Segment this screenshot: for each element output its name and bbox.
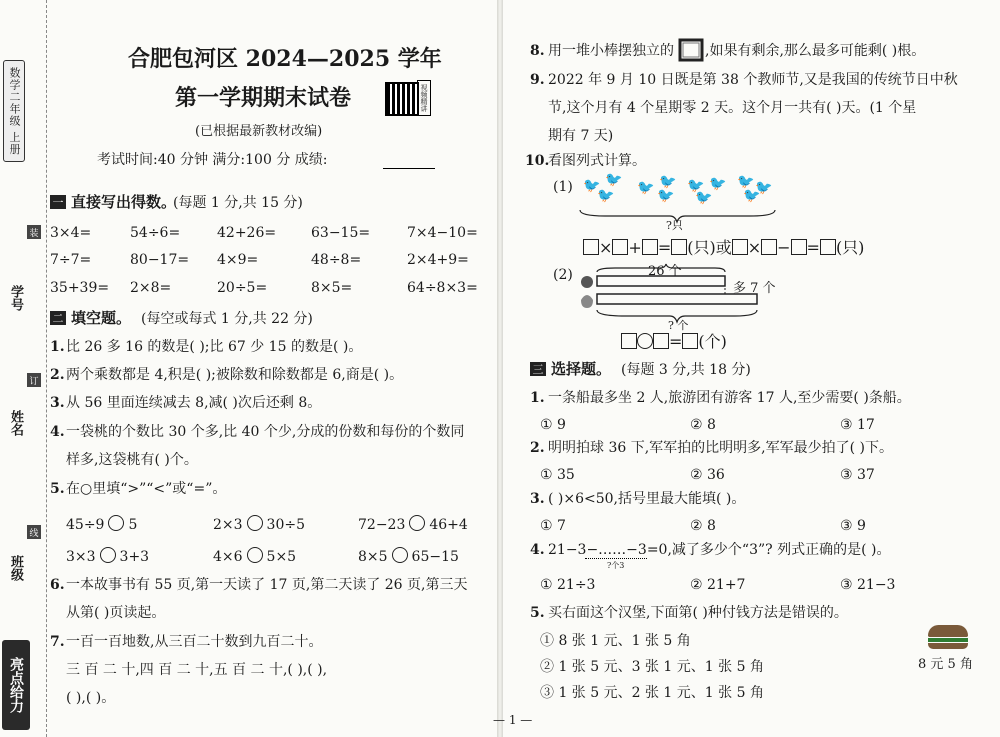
- q4-text-a: 一袋桃的个数比 30 个多,比 40 个少,分成的份数和每份的个数同: [66, 424, 465, 440]
- q5-number: 5.: [50, 481, 65, 497]
- compare-right: 3+3: [119, 549, 150, 565]
- left-page: [0, 0, 497, 737]
- problem-2-more-label: 多 7 个: [733, 281, 776, 296]
- calc-item: 7×4−10=: [407, 225, 478, 241]
- c1-option-1[interactable]: ① 9: [540, 417, 566, 433]
- q10-number: 10.: [525, 153, 550, 169]
- compare-left: 3×3: [66, 549, 96, 565]
- stick-square-icon: [677, 37, 705, 63]
- hamburger-icon: [928, 625, 968, 649]
- compare-item: [358, 547, 459, 564]
- c4-option-3[interactable]: ③ 21−3: [840, 577, 896, 593]
- compare-item: [66, 547, 149, 564]
- compare-left: 45÷9: [66, 517, 105, 533]
- svg-text:🐦: 🐦: [605, 172, 623, 188]
- brand-logo: 亮点给力: [2, 640, 30, 730]
- svg-text:🐦: 🐦: [755, 180, 773, 196]
- calc-item: 63−15=: [311, 225, 371, 241]
- q2-number: 2.: [50, 367, 65, 383]
- calc-item: 54÷6=: [130, 225, 181, 241]
- edition-note: (已根据最新教材改编): [195, 124, 323, 139]
- page-number: — 1 —: [493, 713, 533, 727]
- c5-option-2[interactable]: ② 1 张 5 元、3 张 1 元、1 张 5 角: [540, 659, 764, 675]
- calc-item: 48÷8=: [311, 252, 362, 268]
- section-3-detail: (每题 3 分,共 18 分): [621, 362, 751, 378]
- q8-text: 用一堆小棒摆独立的: [548, 43, 674, 59]
- c3-option-1[interactable]: ① 7: [540, 518, 566, 534]
- q2-text: 两个乘数都是 4,积是( );被除数和除数都是 6,商是( )。: [66, 367, 404, 383]
- svg-text:🐦: 🐦: [737, 174, 755, 190]
- q3-text: 从 56 里面连续减去 8,减( )次后还剩 8。: [66, 395, 322, 411]
- c5-option-3[interactable]: ③ 1 张 5 元、2 张 1 元、1 张 5 角: [540, 685, 764, 701]
- svg-text:🐦: 🐦: [687, 178, 705, 194]
- burger-price: 8 元 5 角: [918, 657, 973, 672]
- compare-right: 46+4: [429, 517, 468, 533]
- calc-item: 3×4=: [50, 225, 92, 241]
- compare-item: [213, 515, 305, 532]
- svg-text:🐦: 🐦: [657, 188, 675, 204]
- c5-number: 5.: [530, 605, 545, 621]
- compare-item: [66, 515, 137, 532]
- compare-right: 5×5: [266, 549, 297, 565]
- q7-number: 7.: [50, 634, 65, 650]
- problem-2-question: ? 个: [668, 319, 689, 332]
- section-2-icon: 二: [50, 311, 66, 325]
- q7-text-a: 一百一百地数,从三百二十数到九百二十。: [66, 634, 323, 650]
- section-2-detail: (每空或每式 1 分,共 22 分): [141, 311, 313, 327]
- q6-number: 6.: [50, 577, 65, 593]
- compare-right: 65−15: [411, 549, 459, 565]
- c4-note: ?个3: [607, 561, 625, 570]
- c3-number: 3.: [530, 491, 545, 507]
- compare-circle[interactable]: [409, 515, 425, 531]
- q4-text-b: 样多,这袋桃有( )个。: [66, 452, 198, 468]
- compare-circle[interactable]: [100, 547, 116, 563]
- cut-mark-1: 装: [27, 225, 41, 239]
- section-1-icon: 一: [50, 195, 66, 209]
- q4-number: 4.: [50, 424, 65, 440]
- q3-number: 3.: [50, 395, 65, 411]
- compare-right: 30÷5: [266, 517, 305, 533]
- c3-option-3[interactable]: ③ 9: [840, 518, 866, 534]
- score-blank: [383, 168, 435, 169]
- c5-option-1[interactable]: ① 8 张 1 元、1 张 5 角: [540, 633, 691, 649]
- compare-item: [358, 515, 468, 532]
- calc-item: 4×9=: [217, 252, 259, 268]
- binding-strip: [0, 0, 47, 737]
- compare-left: 72−23: [358, 517, 406, 533]
- problem-2-label: (2): [553, 267, 573, 283]
- q1-number: 1.: [50, 339, 65, 355]
- section-1-title: 直接写出得数。: [71, 193, 177, 211]
- qr-label: 视频精讲: [417, 80, 431, 116]
- compare-circle[interactable]: [392, 547, 408, 563]
- banji-label: 班级: [8, 555, 23, 581]
- c4-option-2[interactable]: ② 21+7: [690, 577, 746, 593]
- svg-text:🐦: 🐦: [743, 188, 761, 204]
- xingming-label: 姓名: [8, 410, 23, 436]
- q9-text-c: 期有 7 天): [548, 128, 614, 144]
- calc-item: 7÷7=: [50, 252, 92, 268]
- qr-code-icon[interactable]: [385, 82, 419, 116]
- c4-number: 4.: [530, 542, 545, 558]
- problem-2-formula: = (个): [621, 333, 727, 350]
- c4-text: 21−3−……−3=0,减了多少个“3”? 列式正确的是( )。: [548, 542, 891, 558]
- q9-number: 9.: [530, 72, 545, 88]
- q6-text-a: 一本故事书有 55 页,第一天读了 17 页,第二天读了 26 页,第三天: [66, 577, 468, 593]
- c4-brace: [585, 558, 647, 559]
- q9-text-a: 2022 年 9 月 10 日既是第 38 个教师节,又是我国的传统节日中秋: [548, 72, 958, 88]
- compare-left: 4×6: [213, 549, 243, 565]
- c1-option-3[interactable]: ③ 17: [840, 417, 875, 433]
- xuehao-label: 学号: [8, 285, 23, 311]
- c3-option-2[interactable]: ② 8: [690, 518, 716, 534]
- exam-title-2: 第一学期期末试卷: [175, 85, 352, 111]
- calc-item: 8×5=: [311, 280, 353, 296]
- svg-text:🐦: 🐦: [597, 188, 615, 204]
- svg-text:🐦: 🐦: [709, 176, 727, 192]
- cut-mark-3: 线: [27, 525, 41, 539]
- section-3-icon: 三: [530, 362, 546, 376]
- c2-option-1[interactable]: ① 35: [540, 467, 575, 483]
- c1-text: 一条船最多坐 2 人,旅游团有游客 17 人,至少需要( )条船。: [548, 390, 911, 406]
- cut-mark-2: 订: [27, 373, 41, 387]
- problem-1-question: ?只: [666, 219, 683, 232]
- q7-text-b: 三 百 二 十,四 百 二 十,五 百 二 十,( ),( ),: [66, 662, 328, 678]
- q6-text-b: 从第( )页读起。: [66, 605, 166, 621]
- grade-tag: 数学二年级 上册: [3, 60, 25, 162]
- section-2-title: 填空题。: [71, 309, 132, 327]
- compare-left: 8×5: [358, 549, 388, 565]
- calc-item: 35+39=: [50, 280, 110, 296]
- c2-option-2[interactable]: ② 36: [690, 467, 725, 483]
- calc-item: 80−17=: [130, 252, 190, 268]
- compare-left: 2×3: [213, 517, 243, 533]
- problem-1-formula: × + = (只)或 × − = (只): [583, 239, 864, 256]
- problem-1-label: (1): [553, 179, 573, 195]
- compare-circle[interactable]: [247, 547, 263, 563]
- compare-right: 5: [128, 517, 138, 533]
- c1-option-2[interactable]: ② 8: [690, 417, 716, 433]
- exam-info: 考试时间:40 分钟 满分:100 分 成绩:: [97, 152, 328, 168]
- section-3-title: 选择题。: [551, 360, 612, 378]
- calc-item: 20÷5=: [217, 280, 268, 296]
- compare-circle[interactable]: [247, 515, 263, 531]
- problem-2-top-label: 26 个: [648, 264, 682, 279]
- calc-item: 64÷8×3=: [407, 280, 478, 296]
- bar-model-figure: [575, 262, 805, 332]
- c2-text: 明明拍球 36 下,军军拍的比明明多,军军最少拍了( )下。: [548, 440, 893, 456]
- right-page: [493, 0, 1000, 737]
- q10-text: 看图列式计算。: [548, 153, 646, 169]
- c2-option-3[interactable]: ③ 37: [840, 467, 875, 483]
- c4-option-1[interactable]: ① 21÷3: [540, 577, 596, 593]
- compare-circle[interactable]: [108, 515, 124, 531]
- section-1-detail: (每题 1 分,共 15 分): [173, 195, 303, 211]
- svg-text:🐦: 🐦: [659, 174, 677, 190]
- calc-item: 2×4+9=: [407, 252, 469, 268]
- c1-number: 1.: [530, 390, 545, 406]
- q5-text: 在○里填“>”“<”或“=”。: [66, 481, 227, 497]
- calc-item: 2×8=: [130, 280, 172, 296]
- c2-number: 2.: [530, 440, 545, 456]
- q7-text-c: ( ),( )。: [66, 690, 116, 706]
- q9-text-b: 节,这个月有 4 个星期零 2 天。这个月一共有( )天。(1 个星: [548, 100, 917, 116]
- svg-text:🐦: 🐦: [695, 190, 713, 206]
- q1-text: 比 26 多 16 的数是( );比 67 少 15 的数是( )。: [66, 339, 363, 355]
- c3-text: ( )×6<50,括号里最大能填( )。: [548, 491, 746, 507]
- svg-text:🐦: 🐦: [583, 178, 601, 194]
- exam-title-1: 合肥包河区 2024—2025 学年: [128, 46, 442, 72]
- c5-text: 买右面这个汉堡,下面第( )种付钱方法是错误的。: [548, 605, 848, 621]
- q8-text-b: ,如果有剩余,那么最多可能剩( )根。: [705, 43, 926, 59]
- q8-number: 8.: [530, 43, 545, 59]
- compare-item: [213, 547, 296, 564]
- svg-text:🐦: 🐦: [637, 180, 655, 196]
- calc-item: 42+26=: [217, 225, 277, 241]
